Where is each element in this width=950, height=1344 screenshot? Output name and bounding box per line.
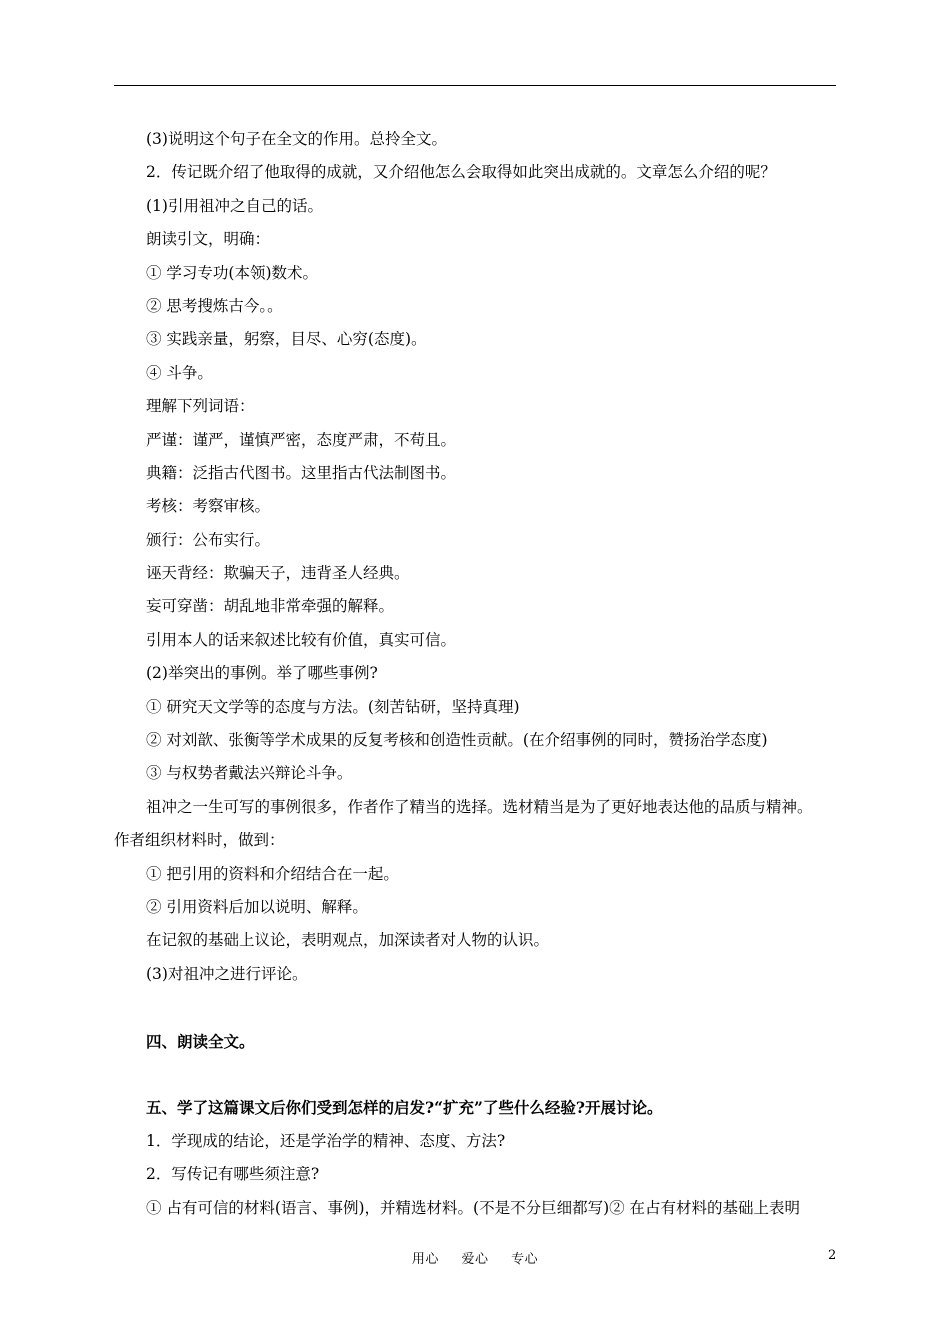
document-body xyxy=(114,123,836,1225)
footer-word: 用心 xyxy=(411,1252,439,1267)
spacer xyxy=(114,1058,836,1091)
text-line: ③ 实践亲量，躬察，目尽、心穷(态度)。 xyxy=(146,330,427,349)
text-line: 1．学现成的结论，还是学治学的精神、态度、方法? xyxy=(146,1131,506,1150)
text-line: ① 学习专功(本领)数术。 xyxy=(146,263,319,282)
section-heading: 四、朗读全文。 xyxy=(146,1031,255,1051)
text-line: 典籍：泛指古代图书。这里指古代法制图书。 xyxy=(146,463,457,482)
text-line: ② 对刘歆、张衡等学术成果的反复考核和创造性贡献。(在介绍事例的同时，赞扬治学态度) xyxy=(146,731,768,750)
header-rule xyxy=(114,85,836,86)
text-line: ④ 斗争。 xyxy=(146,363,213,382)
text-line: 在记叙的基础上议论，表明观点，加深读者对人物的认识。 xyxy=(146,931,550,950)
text-line: 朗读引文，明确： xyxy=(146,230,271,249)
text-line: 考核：考察审核。 xyxy=(146,497,271,516)
text-line: (3)对祖冲之进行评论。 xyxy=(146,964,308,983)
text-line: (3)说明这个句子在全文的作用。总拎全文。 xyxy=(146,130,447,148)
text-line: ③ 与权势者戴法兴辩论斗争。 xyxy=(146,764,353,783)
text-line: ① 把引用的资料和介绍结合在一起。 xyxy=(146,864,399,883)
text-line: 作者组织材料时，做到： xyxy=(114,831,285,850)
text-line: 诬天背经：欺骗天子，违背圣人经典。 xyxy=(146,564,410,583)
text-line: 颁行：公布实行。 xyxy=(146,530,271,549)
text-line: (1)引用祖冲之自己的话。 xyxy=(146,196,323,215)
text-line: 理解下列词语： xyxy=(146,397,255,416)
text-line: 引用本人的话来叙述比较有价值，真实可信。 xyxy=(146,630,457,649)
spacer xyxy=(114,991,836,1024)
text-line: 祖冲之一生可写的事例很多，作者作了精当的选择。选材精当是为了更好地表达他的品质与精神。 xyxy=(146,797,813,816)
text-line: ① 占有可信的材料(语言、事例)，并精选材料。(不是不分巨细都写)② 在占有材料的基础上表明 xyxy=(146,1198,801,1217)
text-line: ② 思考搜炼古今。。 xyxy=(146,296,283,315)
text-line: 严谨：谨严，谨慎严密，态度严肃，不苟且。 xyxy=(146,430,457,449)
text-line: 2．写传记有哪些须注意? xyxy=(146,1165,320,1184)
footer-slogan xyxy=(0,1248,950,1267)
section-heading: 五、学了这篇课文后你们受到怎样的启发?“扩充”了些什么经验?开展讨论。 xyxy=(146,1098,663,1118)
text-line: 妄可穿凿：胡乱地非常牵强的解释。 xyxy=(146,597,395,616)
text-line: 2．传记既介绍了他取得的成就，又介绍他怎么会取得如此突出成就的。文章怎么介绍的呢？ xyxy=(146,163,776,182)
text-line: ② 引用资料后加以说明、解释。 xyxy=(146,897,368,916)
footer-word: 专心 xyxy=(511,1252,539,1267)
footer-word: 爱心 xyxy=(461,1252,489,1267)
page-number: 2 xyxy=(828,1248,837,1263)
text-line: (2)举突出的事例。举了哪些事例? xyxy=(146,664,378,683)
text-line: ① 研究天文学等的态度与方法。(刻苦钻研，坚持真理) xyxy=(146,697,520,716)
